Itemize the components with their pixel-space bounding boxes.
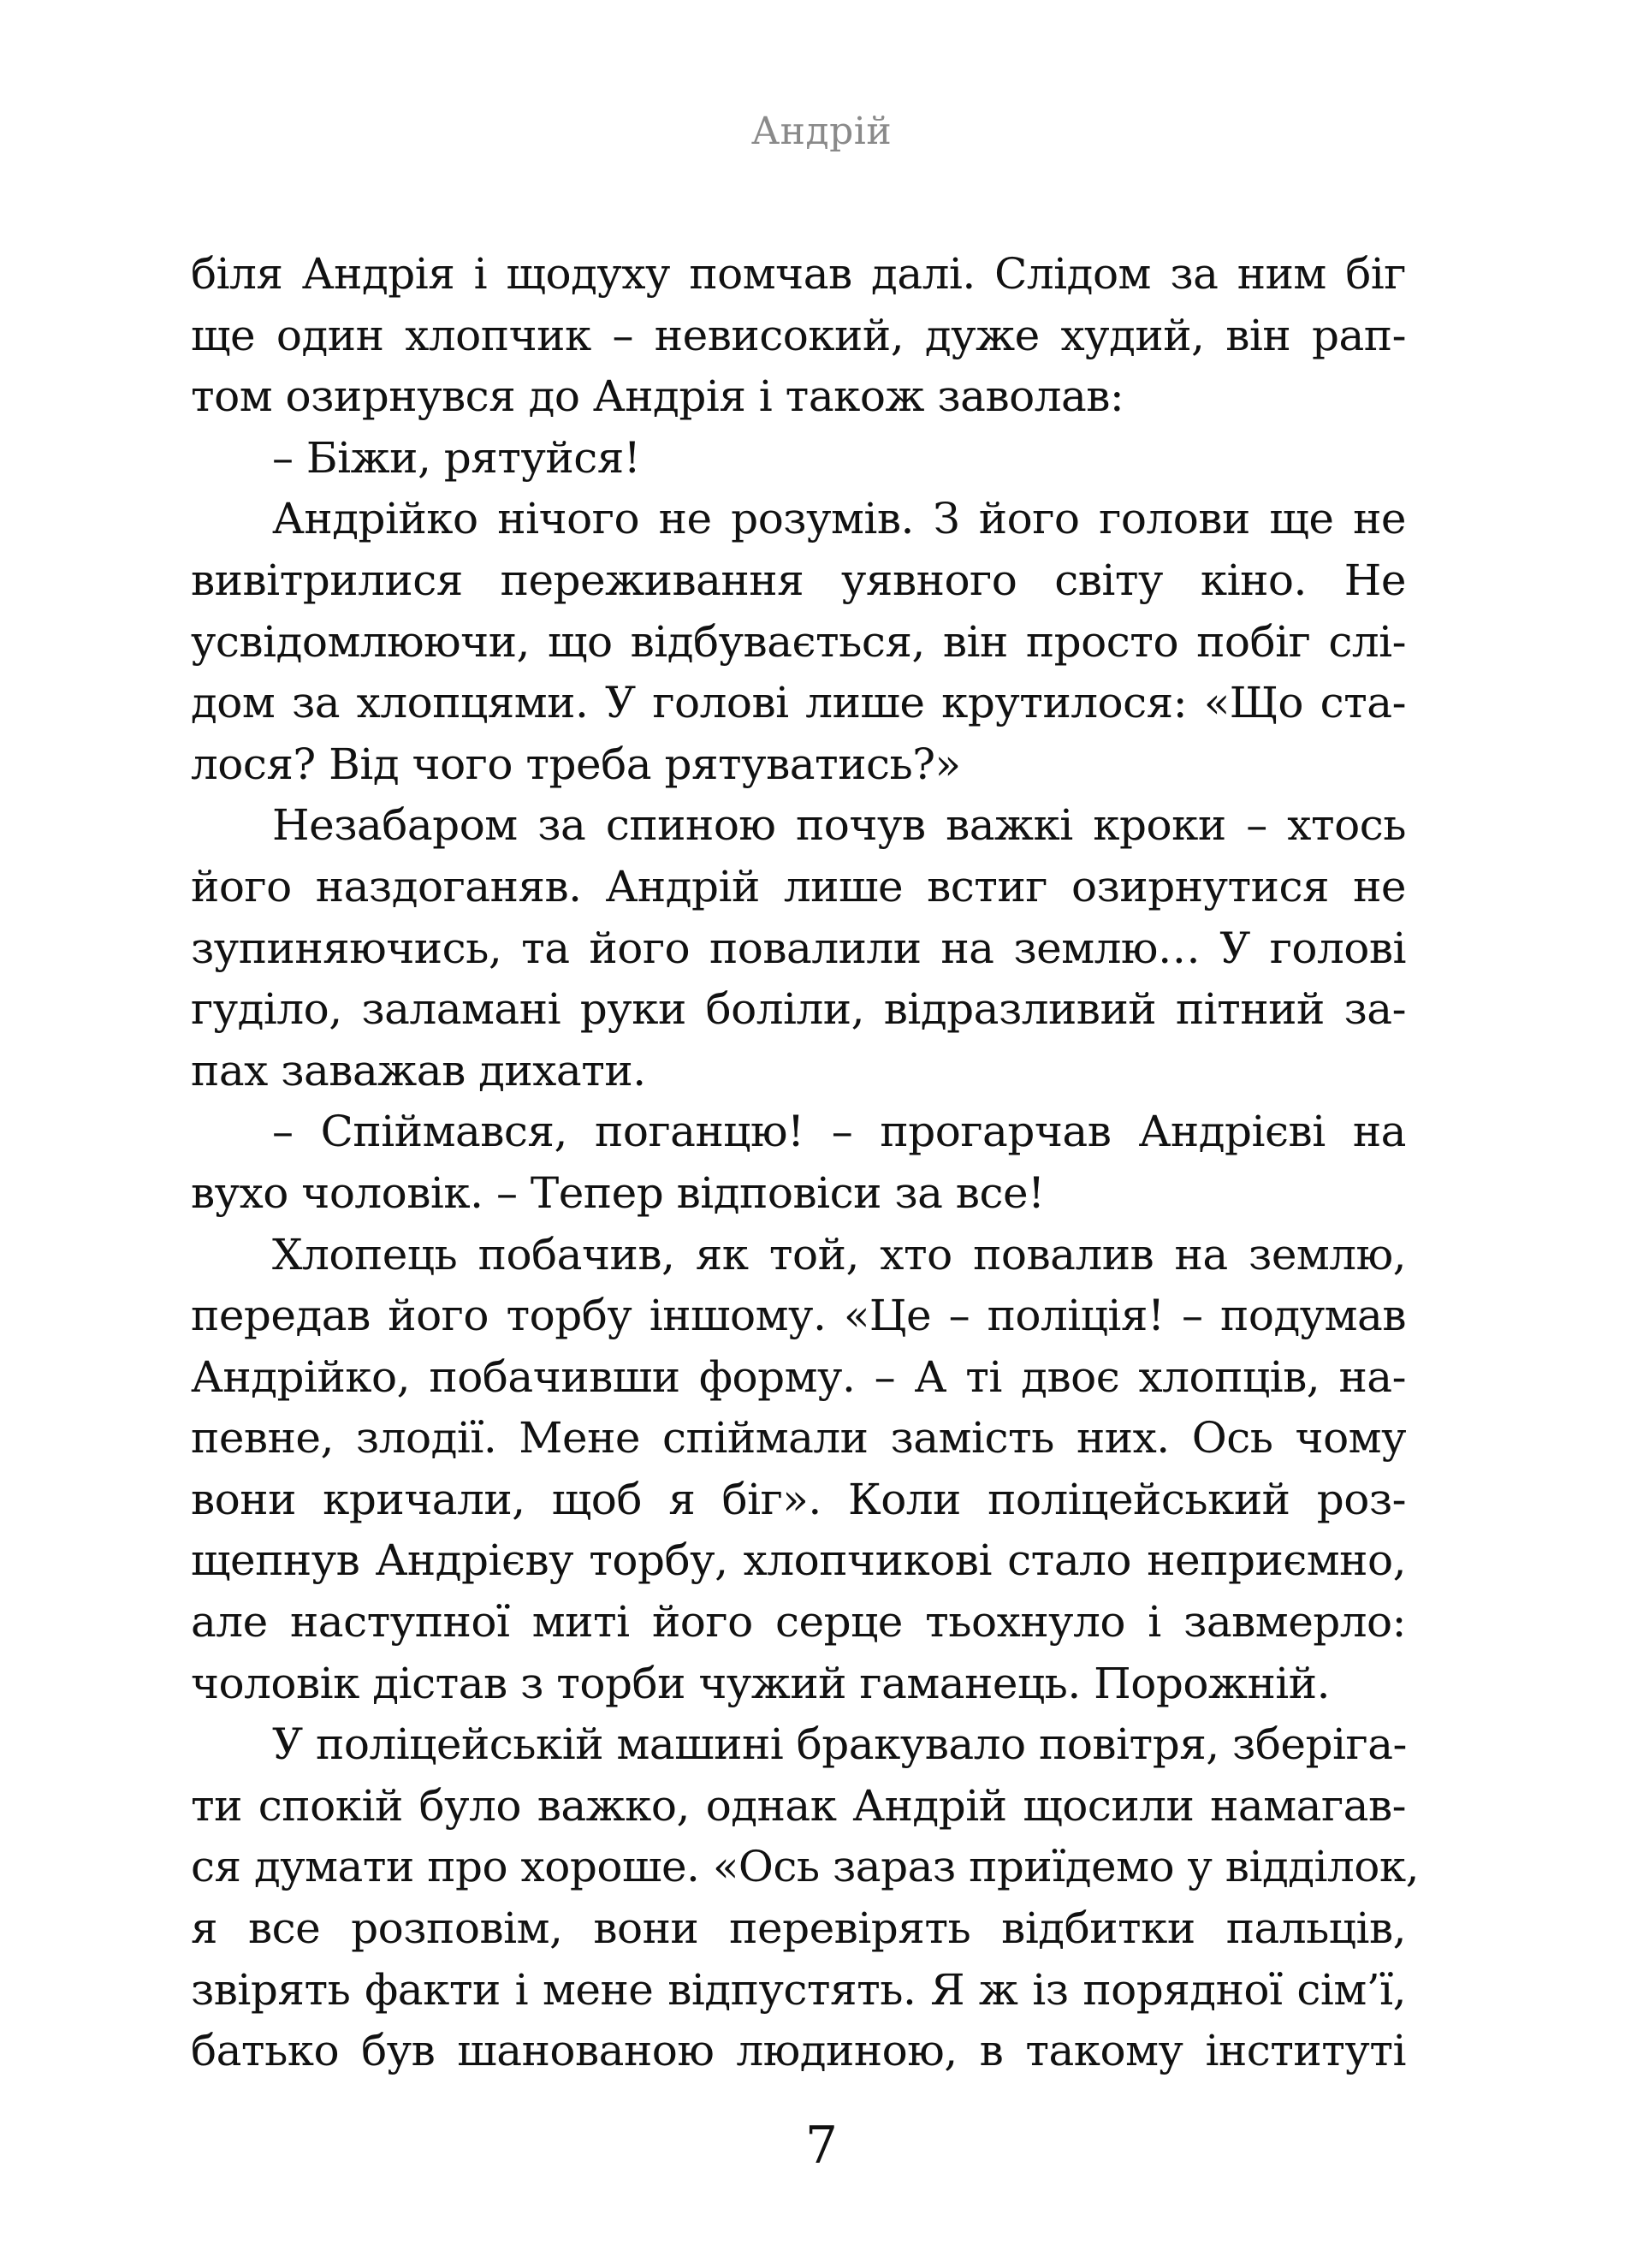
text-line: але наступної миті його серце тьохнуло і завмерло: bbox=[191, 1597, 1406, 1648]
text-line: передав його торбу іншому. «Це – поліція! – подумав bbox=[191, 1291, 1406, 1341]
paragraph-first-line: – Біжи, рятуйся! bbox=[272, 432, 641, 483]
text-line: Андрійко, побачивши форму. – А ті двоє хлопців, на- bbox=[191, 1351, 1406, 1402]
text-line: ти спокій було важко, однак Андрій щосили намагав- bbox=[191, 1780, 1406, 1831]
body-text bbox=[191, 244, 1420, 2082]
text-line: батько був шанованою людиною, в такому інституті bbox=[191, 2026, 1406, 2076]
text-line: я все розповім, вони перевірять відбитки пальців, bbox=[191, 1903, 1406, 1954]
paragraph-first-line: Незабаром за спиною почув важкі кроки – хтось bbox=[272, 800, 1406, 851]
text-line: певне, злодії. Мене спіймали замість них. Ось чому bbox=[191, 1413, 1406, 1464]
page-number: 7 bbox=[804, 2116, 839, 2176]
text-line: вони кричали, щоб я біг». Коли поліцейський роз- bbox=[191, 1474, 1406, 1524]
text-line: гуділо, заламані руки боліли, відразливий пітний за- bbox=[191, 984, 1406, 1035]
text-line: лося? Від чого треба рятуватись?» bbox=[191, 739, 961, 789]
text-line: щепнув Андрієву торбу, хлопчикові стало неприємно, bbox=[191, 1535, 1406, 1586]
text-line: ще один хлопчик – невисокий, дуже худий, він рап- bbox=[191, 310, 1406, 360]
paragraph-first-line: Хлопець побачив, як той, хто повалив на землю, bbox=[272, 1229, 1406, 1279]
paragraph-first-line: – Спіймався, поганцю! – прогарчав Андрієві на bbox=[272, 1107, 1406, 1157]
text-line: звірять факти і мене відпустять. Я ж із порядної сім’ї, bbox=[191, 1964, 1406, 2015]
paragraph-first-line: Андрійко нічого не розумів. З його голови ще не bbox=[272, 494, 1406, 544]
text-line: пах заважав дихати. bbox=[191, 1045, 646, 1095]
text-line: вивітрилися переживання уявного світу кіно. Не bbox=[191, 555, 1406, 605]
text-line: ся думати про хороше. «Ось зараз приїдемо у відділок, bbox=[191, 1842, 1420, 1892]
text-line: вухо чоловік. – Тепер відповіси за все! bbox=[191, 1167, 1045, 1218]
text-line: дом за хлопцями. У голові лише крутилося: «Що ста- bbox=[191, 678, 1406, 728]
text-line: том озирнувся до Андрія і також заволав: bbox=[191, 371, 1124, 422]
text-line: біля Андрія і щодуху помчав далі. Слідом за ним біг bbox=[191, 249, 1406, 299]
paragraph-first-line: У поліцейській машині бракувало повітря, зберіга- bbox=[272, 1719, 1407, 1770]
running-header: Андрій bbox=[750, 110, 893, 153]
text-line: зупиняючись, та його повалили на землю… У голові bbox=[191, 923, 1406, 973]
text-line: чоловік дістав з торби чужий гаманець. Порожній. bbox=[191, 1658, 1331, 1708]
text-line: його наздоганяв. Андрій лише встиг озирнутися не bbox=[191, 861, 1406, 911]
text-line: усвідомлюючи, що відбувається, він просто побіг слі- bbox=[191, 616, 1406, 667]
